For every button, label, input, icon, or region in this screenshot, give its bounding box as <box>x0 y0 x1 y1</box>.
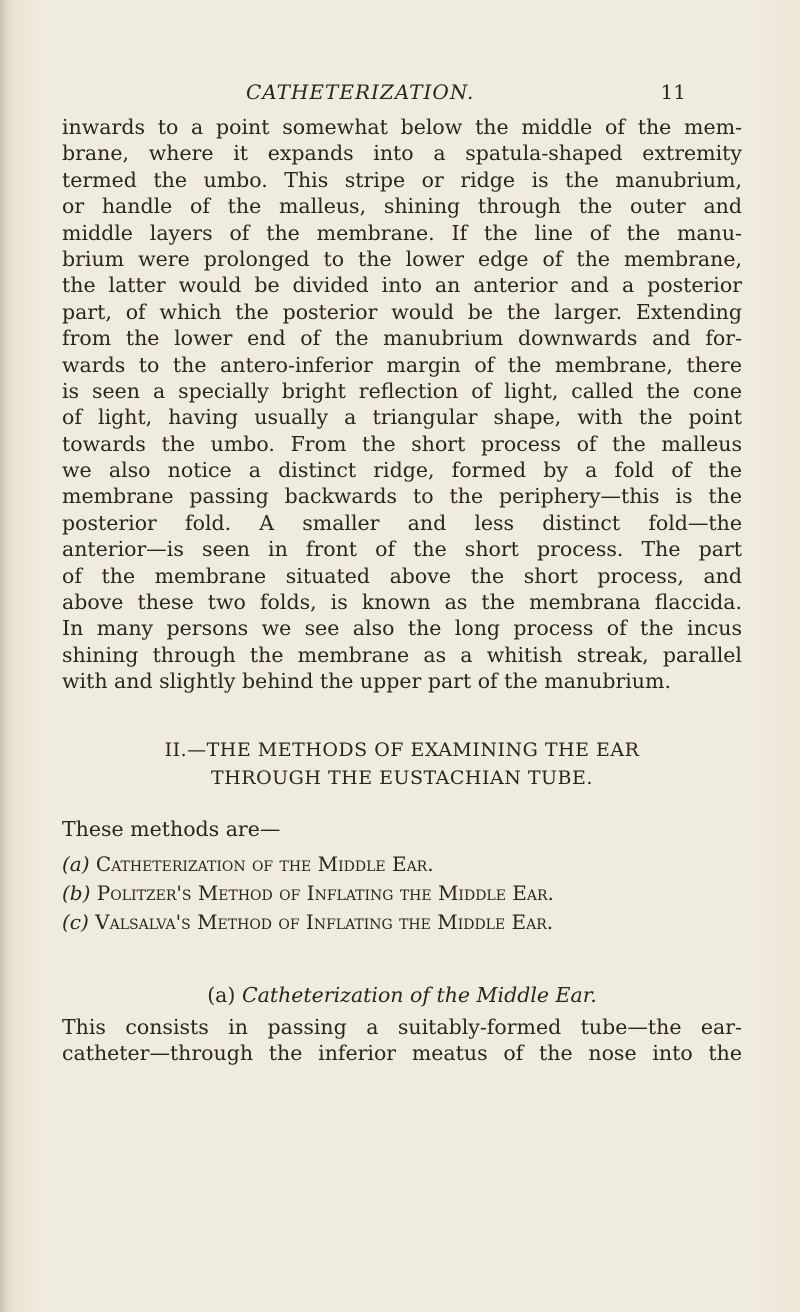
methods-intro: These methods are— <box>62 817 281 841</box>
text-line: anterior—is seen in front of the short process. The part <box>62 537 742 562</box>
method-letter: (b) <box>62 881 91 905</box>
method-letter: (c) <box>62 910 89 934</box>
text-line: termed the umbo. This stripe or ridge is the manubrium, <box>62 167 742 192</box>
text-line: from the lower end of the manubrium downwards and for- <box>62 326 742 351</box>
text-line: brium were prolonged to the lower edge of the membrane, <box>62 246 742 271</box>
text-line: is seen a specially bright reflection of light, called the cone <box>62 378 742 403</box>
section-heading-line-2: THROUGH THE EUSTACHIAN TUBE. <box>211 767 593 789</box>
text-line: membrane passing backwards to the periphery—this is the <box>62 484 742 509</box>
method-text: Catheterization of the Middle Ear. <box>95 852 434 876</box>
page-number: 11 <box>660 80 686 104</box>
methods-list <box>62 814 742 937</box>
sub-section-title: Catheterization of the Middle Ear. <box>241 983 597 1007</box>
running-title: CATHETERIZATION. <box>246 80 475 104</box>
text-line: middle layers of the membrane. If the line of the manu- <box>62 220 742 245</box>
method-text: Politzer's Method of Inflating the Middle Ear. <box>96 881 554 905</box>
text-line: shining through the membrane as a whitish streak, parallel <box>62 642 742 667</box>
text-line: of light, having usually a triangular shape, with the point <box>62 405 742 430</box>
text-line: posterior fold. A smaller and less distinct fold—the <box>62 510 742 535</box>
text-line: This consists in passing a suitably-formed tube—the ear- <box>62 1015 742 1039</box>
text-line: of the membrane situated above the short process, and <box>62 563 742 588</box>
text-line: part, of which the posterior would be the larger. Extending <box>62 299 742 324</box>
text-line: we also notice a distinct ridge, formed by a fold of the <box>62 458 742 483</box>
text-line: wards to the antero-inferior margin of the membrane, there <box>62 352 742 377</box>
method-item-b <box>62 879 742 908</box>
text-line: brane, where it expands into a spatula-shaped extremity <box>62 141 742 166</box>
sub-section-heading <box>62 980 742 1014</box>
section-heading-line-1: II.—THE METHODS OF EXAMINING THE EAR <box>164 739 640 761</box>
method-letter: (a) <box>62 852 90 876</box>
text-line: with and slightly behind the upper part of the manubrium. <box>62 669 671 694</box>
text-line: or handle of the malleus, shining through the outer and <box>62 194 742 219</box>
text-line: above these two folds, is known as the membrana flaccida. <box>62 590 742 615</box>
page-binding-edge <box>0 0 8 1312</box>
paragraph-tympanic-membrane <box>62 114 742 695</box>
method-text: Valsalva's Method of Inflating the Middle Ear. <box>95 910 554 934</box>
method-item-a <box>62 850 742 879</box>
method-item-c <box>62 908 742 937</box>
running-head <box>246 80 686 110</box>
text-line: inwards to a point somewhat below the middle of the mem- <box>62 115 742 139</box>
text-line: the latter would be divided into an anterior and a posterior <box>62 273 742 298</box>
text-line: In many persons we see also the long process of the incus <box>62 616 742 641</box>
sub-section-catheterization <box>62 980 742 1067</box>
sub-section-letter: (a) <box>207 983 236 1007</box>
text-line: catheter—through the inferior meatus of the nose into the <box>62 1041 742 1066</box>
text-line: towards the umbo. From the short process of the malleus <box>62 431 742 456</box>
section-heading <box>62 736 742 792</box>
